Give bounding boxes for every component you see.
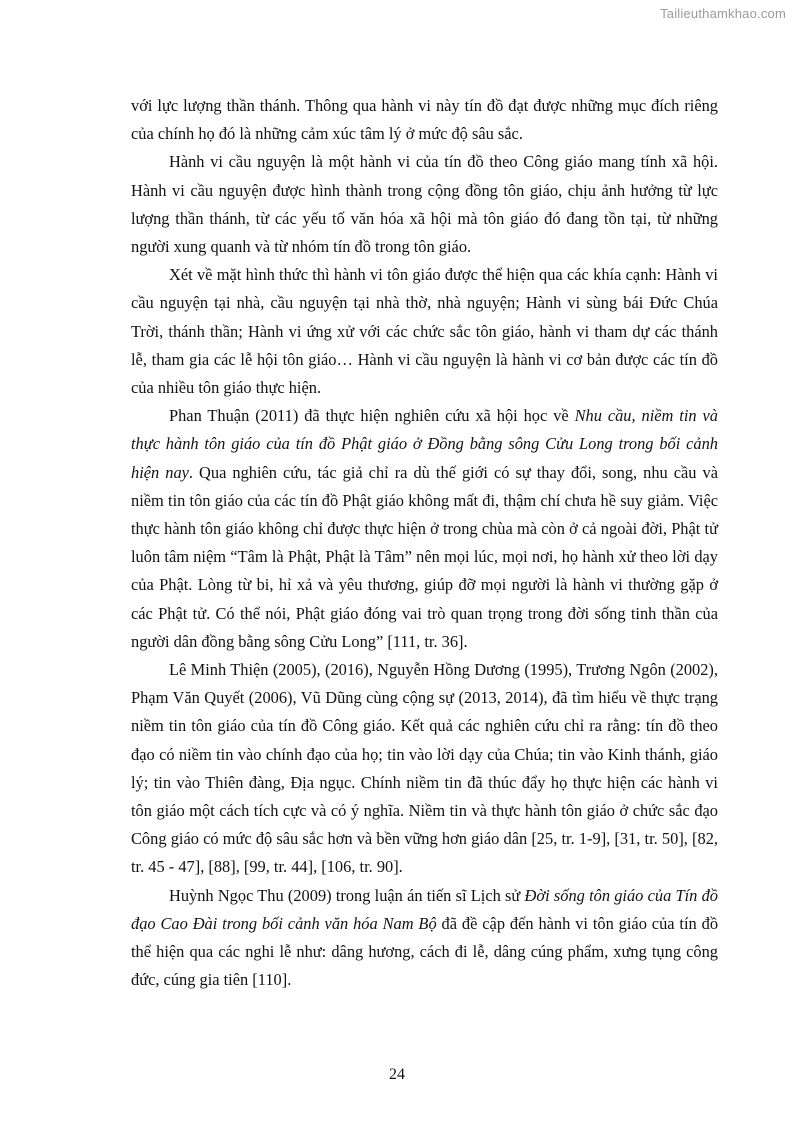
paragraph-2: Hành vi cầu nguyện là một hành vi của tín đồ theo Công giáo mang tính xã hội. Hành vi cầu nguyện được hình thành trong cộng đồng tôn giáo, chịu ảnh hưởng từ lực lượng thần thánh, từ các yếu tố văn hóa xã hội mà tôn giáo đó đang tồn tại, từ những người xung quanh và từ nhóm tín đồ trong tôn giáo. [131,152,718,257]
page-number: 24 [389,1066,405,1083]
paragraph-4-work-title: Nhu cầu, niềm tin và thực hành tôn giáo của tín đồ Phật giáo ở Đồng bằng sông Cửu Long trong bối cảnh hiện nay [131,406,718,482]
paragraph-4-text-b: . Qua nghiên cứu, tác giả chỉ ra dù thế giới có sự thay đổi, song, nhu cầu và niềm tin tôn giáo của các tín đồ Phật giáo không mất đi, thậm chí chưa hề suy giảm. Việc thực hành tôn giáo không chỉ được thực hiện ở trong chùa mà còn ở cả ngoài đời, Phật tử luôn tâm niệm “Tâm là Phật, Phật là Tâm” nên mọi lúc, mọi nơi, họ hành xử theo lời dạy của Phật. Lòng từ bi, hỉ xả và yêu thương, giúp đỡ mọi người là hành vi thường gặp ở các Phật tử. Có thể nói, Phật giáo đóng vai trò quan trọng trong đời sống tinh thần của người dân đồng bằng sông Cửu Long” [111, tr. 36]. [131,462,719,651]
paragraph-1: với lực lượng thần thánh. Thông qua hành vi này tín đồ đạt được những mục đích riêng của chính họ đó là những cảm xúc tâm lý ở mức độ sâu sắc. [131,96,718,144]
paragraph-6 [131,882,718,995]
watermark-text: Tailieuthamkhao.com [660,6,786,21]
document-body [131,92,718,995]
paragraph-4 [131,402,718,656]
paragraph-5: Lê Minh Thiện (2005), (2016), Nguyễn Hồng Dương (1995), Trương Ngôn (2002), Phạm Văn Quyết (2006), Vũ Dũng cùng cộng sự (2013, 2014), đã tìm hiểu về thực trạng niềm tin tôn giáo của tín đồ Công giáo. Kết quả các nghiên cứu chỉ ra rằng: tín đồ theo đạo có niềm tin vào chính đạo của họ; tin vào lời dạy của Chúa; tin vào Kinh thánh, giáo lý; tin vào Thiên đàng, Địa ngục. Chính niềm tin đã thúc đẩy họ thực hiện các hành vi tôn giáo một cách tích cực và có ý nghĩa. Niềm tin và thực hành tôn giáo ở chức sắc đạo Công giáo có mức độ sâu sắc hơn và bền vững hơn giáo dân [25, tr. 1-9], [31, tr. 50], [82, tr. 45 - 47], [88], [99, tr. 44], [106, tr. 90]. [131,660,718,877]
paragraph-6-work-title: Đời sống tôn giáo của Tín đồ đạo Cao Đài trong bối cảnh văn hóa Nam Bộ [131,885,718,933]
paragraph-3: Xét về mặt hình thức thì hành vi tôn giáo được thể hiện qua các khía cạnh: Hành vi cầu nguyện tại nhà, cầu nguyện tại nhà thờ, nhà nguyện; Hành vi sùng bái Đức Chúa Trời, thánh thần; Hành vi ứng xử với các chức sắc tôn giáo, hành vi tham dự các thánh lễ, tham gia các lễ hội tôn giáo… Hành vi cầu nguyện là hành vi cơ bản được các tín đồ của nhiều tôn giáo thực hiện. [131,265,718,398]
paragraph-6-text-a: Huỳnh Ngọc Thu (2009) trong luận án tiến sĩ Lịch sử [169,885,525,905]
paragraph-6-text-b: đã đề cập đến hành vi tôn giáo của tín đồ thể hiện qua các nghi lễ như: dâng hương, cách đi lễ, dâng cúng phẩm, xưng tụng công đức, cúng gia tiên [110]. [131,913,719,990]
paragraph-4-text-a: Phan Thuận (2011) đã thực hiện nghiên cứu xã hội học về [169,406,575,426]
